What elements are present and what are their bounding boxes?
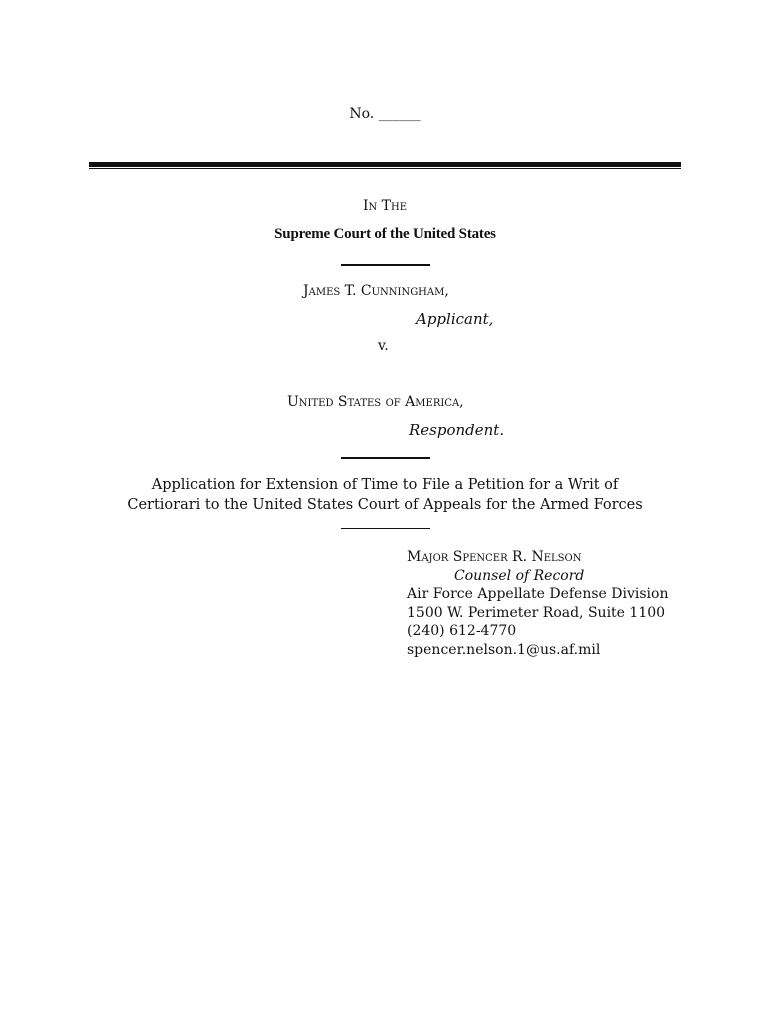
applicant-role: Applicant, xyxy=(416,310,494,328)
respondent-name: United States of America, xyxy=(287,394,464,410)
header-rule-thick xyxy=(89,162,681,167)
header-rule-thin xyxy=(89,168,681,169)
counsel-office: Air Force Appellate Defense Division xyxy=(407,586,669,602)
counsel-name: Major Spencer R. Nelson xyxy=(407,549,582,565)
applicant-name: James T. Cunningham, xyxy=(303,283,449,299)
counsel-role: Counsel of Record xyxy=(454,567,585,584)
document-title-line-1: Application for Extension of Time to File a Petition for a Writ of xyxy=(151,477,619,493)
respondent-role: Respondent. xyxy=(409,421,505,439)
title-divider xyxy=(341,528,430,529)
in-the-label: In The xyxy=(362,198,408,214)
counsel-phone: (240) 612-4770 xyxy=(407,623,517,639)
caption-divider-top xyxy=(341,264,430,266)
counsel-email: spencer.nelson.1@us.af.mil xyxy=(407,641,601,658)
document-title-line-2: Certiorari to the United States Court of Appeals for the Armed Forces xyxy=(127,497,643,513)
versus-label: v. xyxy=(378,338,389,354)
court-name: Supreme Court of the United States xyxy=(274,226,496,242)
caption-divider-bottom xyxy=(341,457,430,459)
counsel-block xyxy=(407,548,668,659)
docket-number: No. ______ xyxy=(349,106,421,122)
counsel-address: 1500 W. Perimeter Road, Suite 1100 xyxy=(407,604,666,621)
